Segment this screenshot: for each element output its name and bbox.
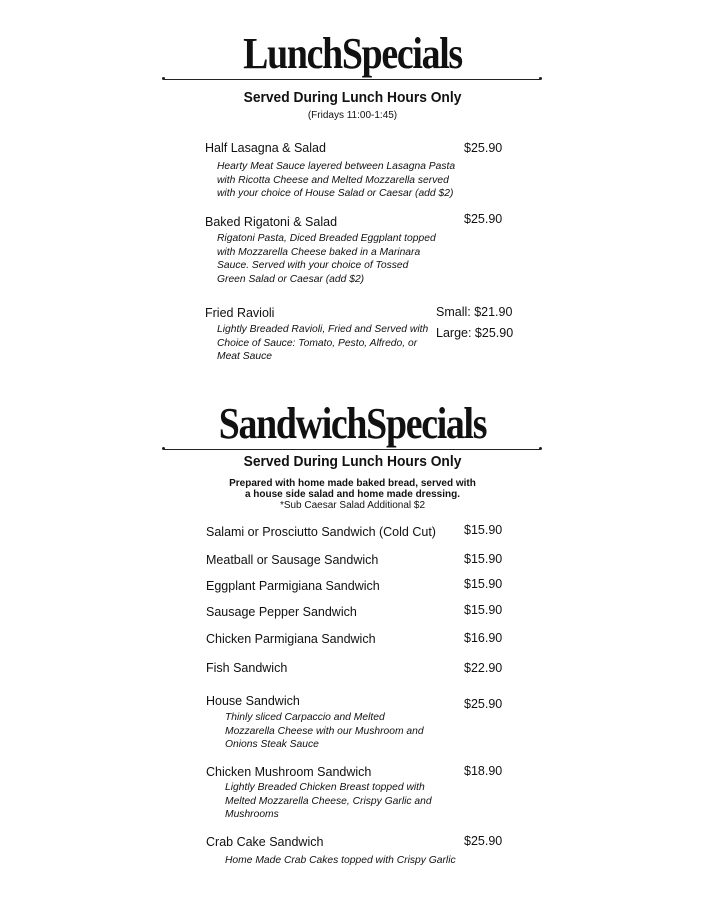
item-name: Half Lasagna & Salad [205, 141, 326, 155]
item-price: $22.90 [464, 661, 503, 675]
item-price-small: Small: $21.90 [436, 305, 513, 319]
item-description: Rigatoni Pasta, Diced Breaded Eggplant topped with Mozzarella Cheese baked in a Marinara Sauce. Served with your choice of Tossed Green Salad or Caesar (add $2) [217, 233, 436, 285]
item-name: Salami or Prosciutto Sandwich (Cold Cut) [206, 525, 436, 539]
item-description: Hearty Meat Sauce layered between Lasagna Pasta with Ricotta Cheese and Melted Mozzarella served with your choice of House Salad or Caesar (add $2) [217, 161, 456, 199]
lunch-hours-note: (Fridays 11:00-1:45) [307, 110, 398, 121]
item-name: Meatball or Sausage Sandwich [206, 553, 379, 567]
item-name: Chicken Mushroom Sandwich [206, 765, 372, 779]
item-description: Lightly Breaded Ravioli, Fried and Served with Choice of Sauce: Tomato, Pesto, Alfredo, or Meat Sauce [217, 324, 429, 362]
item-price-large: Large: $25.90 [436, 326, 514, 340]
item-name: Chicken Parmigiana Sandwich [206, 632, 376, 646]
sandwich-subtitle: Served During Lunch Hours Only [243, 453, 462, 470]
item-name: Sausage Pepper Sandwich [206, 605, 357, 619]
item-name: Fried Ravioli [205, 306, 275, 320]
sandwich-intro-line3: *Sub Caesar Salad Additional $2 [279, 500, 426, 511]
sandwich-intro-line2: a house side salad and home made dressing. [244, 489, 461, 500]
item-price: $15.90 [464, 523, 503, 537]
item-name: House Sandwich [206, 694, 300, 708]
item-price: $18.90 [464, 764, 503, 778]
sandwich-title-rule [164, 449, 540, 450]
item-description: Home Made Crab Cakes topped with Crispy Garlic [225, 855, 456, 866]
lunch-subtitle: Served During Lunch Hours Only [243, 89, 462, 106]
item-price: $15.90 [464, 603, 503, 617]
sandwich-intro-line1: Prepared with home made baked bread, served with [229, 478, 476, 489]
item-description: Lightly Breaded Chicken Breast topped with Melted Mozzarella Cheese, Crispy Garlic and Mushrooms [225, 782, 432, 820]
item-price: $16.90 [464, 631, 503, 645]
item-name: Crab Cake Sandwich [206, 835, 324, 849]
item-name: Fish Sandwich [206, 661, 288, 675]
item-price: $15.90 [464, 552, 503, 566]
lunch-title-rule [164, 79, 540, 80]
sandwich-specials-title: SandwichSpecials [218, 399, 487, 448]
item-name: Baked Rigatoni & Salad [205, 215, 338, 229]
item-price: $25.90 [464, 697, 503, 711]
lunch-specials-title: LunchSpecials [243, 29, 462, 78]
item-price: $25.90 [464, 834, 503, 848]
item-description: Thinly sliced Carpaccio and Melted Mozzarella Cheese with our Mushroom and Onions Steak Sauce [225, 712, 424, 750]
item-name: Eggplant Parmigiana Sandwich [206, 579, 380, 593]
item-price: $15.90 [464, 577, 503, 591]
item-price: $25.90 [464, 141, 503, 155]
item-price: $25.90 [464, 212, 503, 226]
